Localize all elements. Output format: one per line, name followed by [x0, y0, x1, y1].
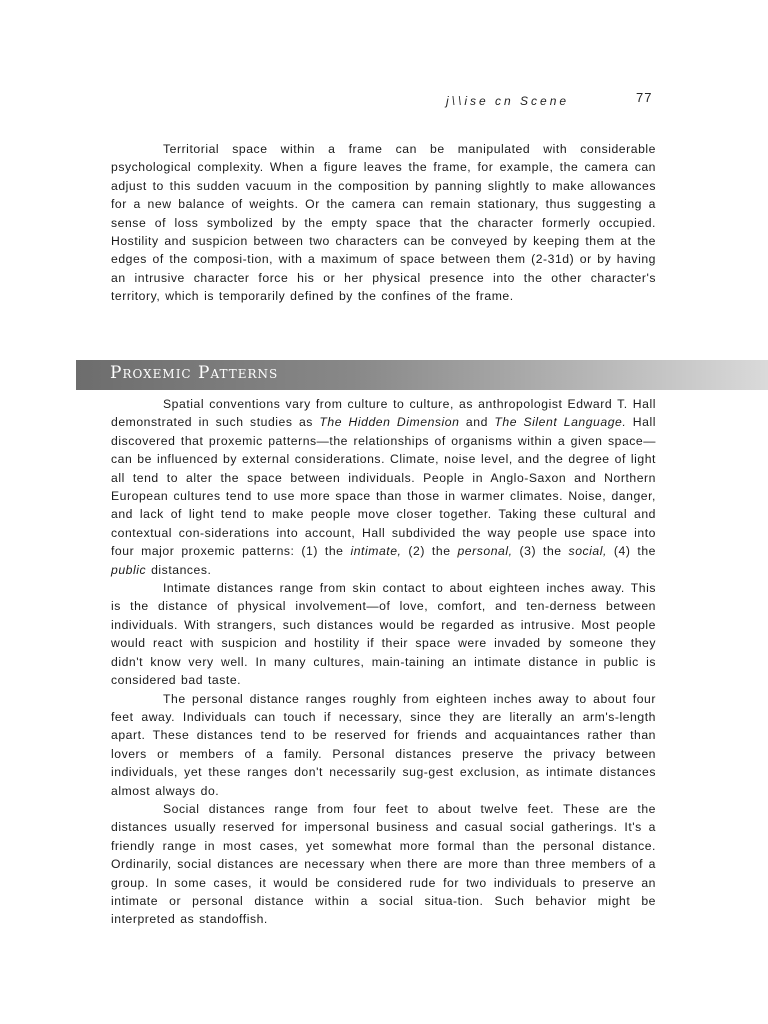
running-header — [0, 90, 768, 110]
paragraph-intimate-distances: Intimate distances range from skin contact to about eighteen inches away. This is the distance of physical involvement—of love, comfort, and ten-derness between individuals. With strangers, such distances would be regarded as intrusive. Most people would react with suspicion and hostility if their space were invaded by someone they didn't know very well. In many cultures, main-taining an intimate distance in public is considered bad taste. — [111, 581, 656, 688]
term-intimate: intimate, — [350, 544, 402, 559]
paragraph-spatial-conventions — [111, 395, 656, 579]
paragraph-personal-distance: The personal distance ranges roughly from eighteen inches away to about four feet away. Individuals can touch if necessary, since they are literally an arm's-length apart. These distances tend to be reserved for friends and acquaintances rather than lovers or members of a family. Personal distances preserve the privacy between individuals, yet these ranges don't necessarily sug-gest exclusion, as intimate distances almost always do. — [111, 691, 656, 798]
paragraph-text: (3) the — [512, 544, 569, 559]
paragraph-text: Spatial conventions vary from culture to culture, as anthropologist Edward T. Hall demonstrated in such studies as — [111, 397, 656, 430]
proxemic-patterns-section — [111, 395, 656, 929]
paragraph-text: (4) the — [606, 544, 656, 559]
term-public: public — [111, 562, 147, 577]
paragraph-social-distances: Social distances range from four feet to about twelve feet. These are the distances usually reserved for impersonal business and casual social gatherings. It's a friendly range in most cases, yet somewhat more formal than the personal distance. Ordinarily, social distances are necessary when there are more than three members of a group. In some cases, it would be considered rude for two individuals to preserve an intimate or personal distance within a social situa-tion. Such behavior might be interpreted as standoffish. — [111, 801, 656, 927]
paragraph-text: and — [459, 415, 495, 430]
paragraph-territorial: Territorial space within a frame can be manipulated with considerable psychological complexity. When a figure leaves the frame, for example, the camera can adjust to this sudden vacuum in the composition by panning slightly to make allowances for a new balance of weights. Or the camera can remain stationary, thus suggesting a sense of loss symbolized by the empty space that the character formerly occupied. Hostility and suspicion between two characters can be conveyed by keeping them at the edges of the composi-tion, with a maximum of space between them (2-31d) or by having an intrusive character force his or her physical presence into the other character's territory, which is temporarily defined by the confines of the frame. — [111, 142, 656, 304]
book-title: The Silent Language. — [494, 415, 627, 430]
book-title: The Hidden Dimension — [319, 415, 460, 430]
page-number: 77 — [636, 90, 653, 105]
section-heading-banner — [76, 360, 768, 390]
paragraph-text: (2) the — [401, 544, 458, 559]
territorial-space-section — [111, 140, 656, 306]
section-heading: Proxemic Patterns — [110, 363, 279, 383]
running-title: j\\ise cn Scene — [446, 94, 570, 108]
paragraph-text: distances. — [146, 562, 212, 577]
term-personal: personal, — [457, 544, 513, 559]
term-social: social, — [568, 544, 607, 559]
paragraph-text: Hall discovered that proxemic patterns—the relationships of organisms within a given space—can be influenced by external considerations. Climate, noise level, and the degree of light all tend to alter the space between individuals. People in Anglo-Saxon and Northern European cultures tend to use more space than those in warmer climates. Noise, danger, and lack of light tend to make people move closer together. Taking these cultural and contextual con-siderations into account, Hall subdivided the way people use space into four major proxemic patterns: (1) the — [111, 415, 656, 559]
